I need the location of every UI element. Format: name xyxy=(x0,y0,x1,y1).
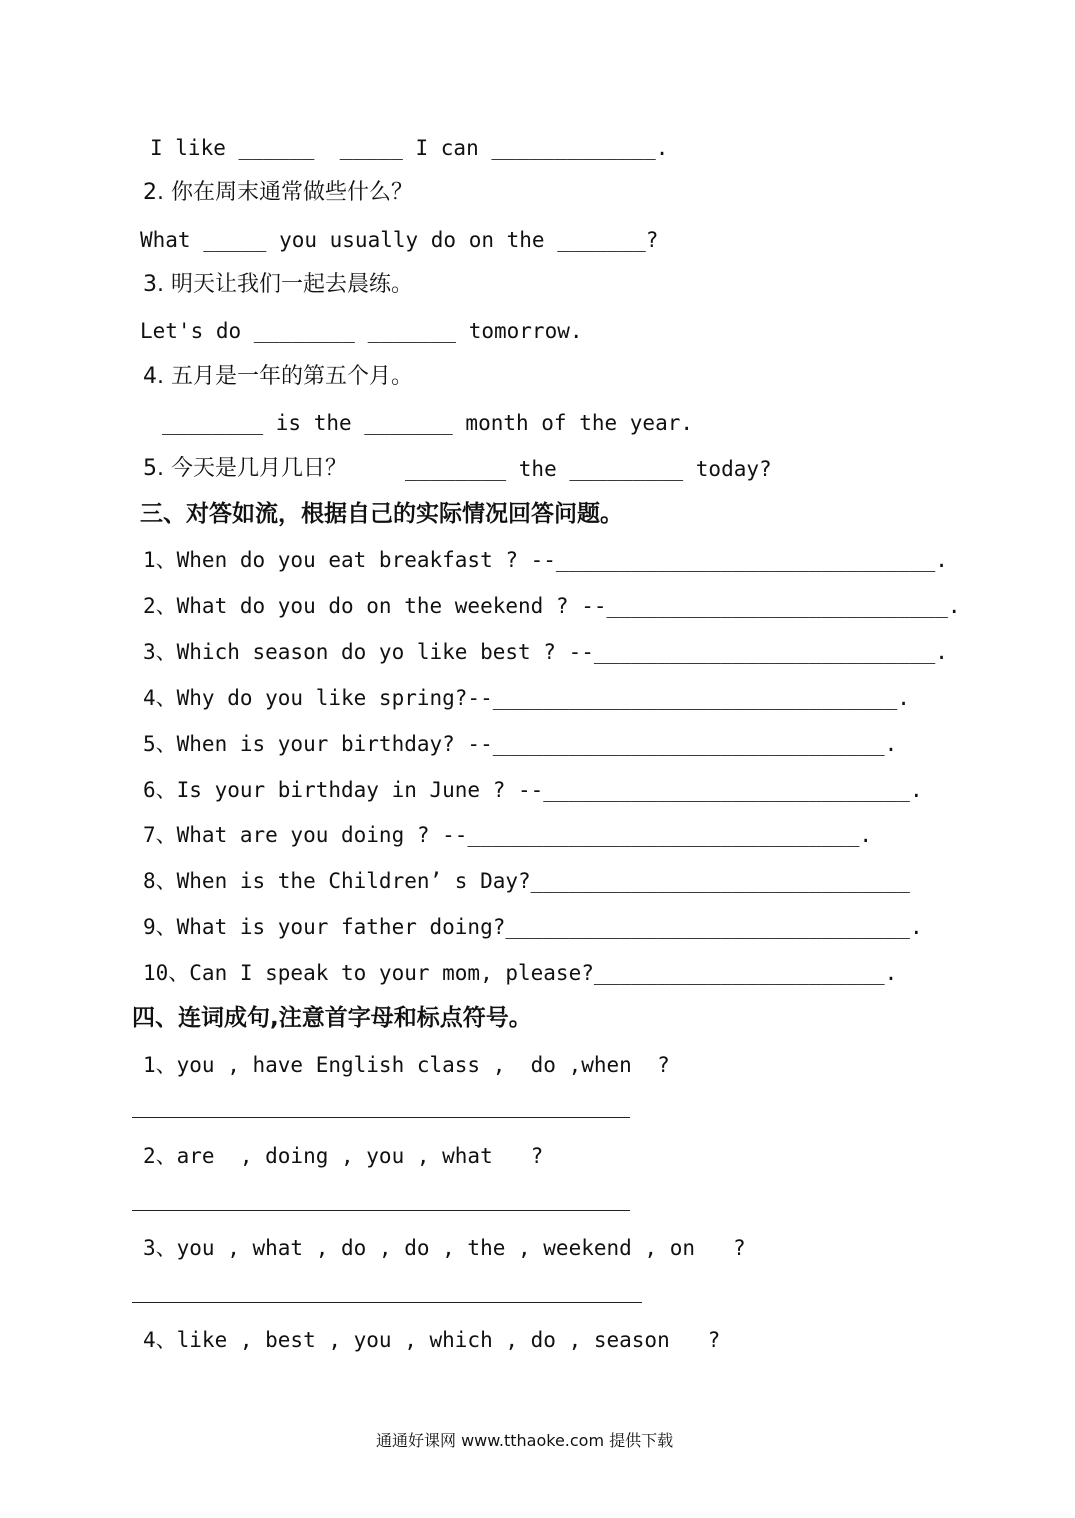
answer-rule-3 xyxy=(132,1302,642,1303)
fill-in-q5-english: ________ the _________ today? xyxy=(405,457,772,481)
fill-in-q2-english: What _____ you usually do on the _______? xyxy=(140,228,659,252)
section-3-question-4: 4、Why do you like spring?--________________________________. xyxy=(143,686,910,710)
page-footer: 通通好课网 www.tthaoke.com 提供下载 xyxy=(376,1431,674,1450)
answer-rule-2 xyxy=(132,1210,630,1211)
fill-in-q4-english: ________ is the _______ month of the year. xyxy=(162,411,694,435)
fill-in-q3-english: Let's do ________ _______ tomorrow. xyxy=(140,319,583,343)
section-3-question-7: 7、What are you doing ? --_______________________________. xyxy=(143,823,873,847)
section-3-question-1: 1、When do you eat breakfast ? --______________________________. xyxy=(143,548,948,572)
section-3-question-2: 2、What do you do on the weekend ? --___________________________. xyxy=(143,594,961,618)
fill-in-like-line: I like ______ _____ I can _____________. xyxy=(150,136,669,160)
section-4-item-4: 4、like , best , you , which , do , season ? xyxy=(143,1328,721,1352)
section-3-heading: 三、对答如流，根据自己的实际情况回答问题。 xyxy=(140,501,623,527)
section-4-item-2: 2、are , doing , you , what ? xyxy=(143,1144,544,1168)
section-3-question-5: 5、When is your birthday? --_______________________________. xyxy=(143,732,898,756)
fill-in-q4-chinese: 4. 五月是一年的第五个月。 xyxy=(143,364,413,389)
fill-in-q3-chinese: 3. 明天让我们一起去晨练。 xyxy=(143,272,413,297)
section-4-item-3: 3、you , what , do , do , the , weekend , on ? xyxy=(143,1236,746,1260)
fill-in-q2-chinese: 2. 你在周末通常做些什么？ xyxy=(143,180,413,205)
section-3-question-6: 6、Is your birthday in June ? --_____________________________. xyxy=(143,778,923,802)
section-4-heading: 四、连词成句,注意首字母和标点符号。 xyxy=(132,1005,532,1031)
section-3-question-8: 8、When is the Children’ s Day?______________________________ xyxy=(143,869,910,893)
section-4-item-1: 1、you , have English class , do ,when ? xyxy=(143,1053,670,1077)
section-3-question-9: 9、What is your father doing?________________________________. xyxy=(143,915,923,939)
answer-rule-1 xyxy=(132,1117,630,1118)
section-3-question-10: 10、Can I speak to your mom, please?_______________________. xyxy=(143,961,898,985)
section-3-question-3: 3、Which season do yo like best ? --___________________________. xyxy=(143,640,948,664)
fill-in-q5-chinese: 5. 今天是几月几日？ xyxy=(143,456,347,481)
